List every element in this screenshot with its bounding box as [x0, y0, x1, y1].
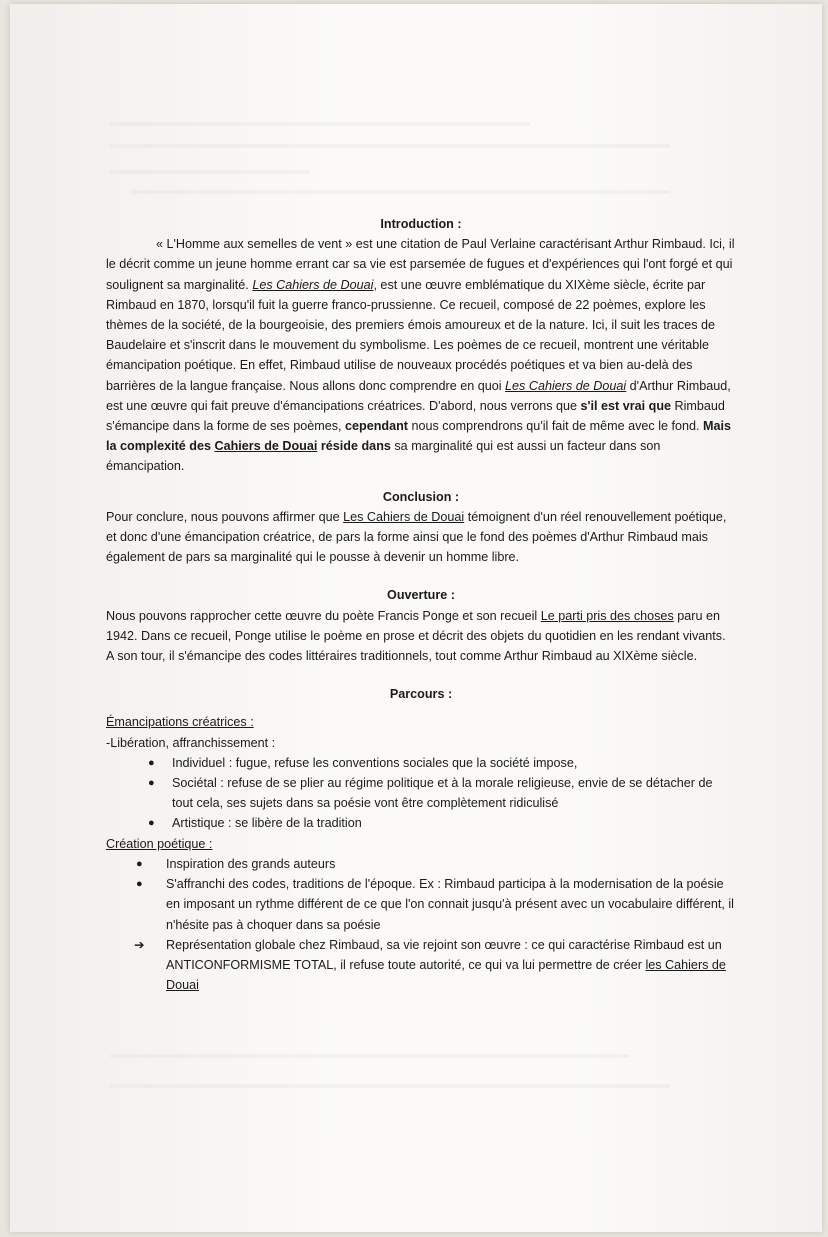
show-through-line	[110, 170, 310, 174]
parcours-title: Parcours :	[389, 687, 453, 702]
work-title: Cahiers de Douai	[214, 439, 318, 454]
bullet-icon: ●	[148, 756, 155, 769]
work-title: les Cahiers de Douai	[166, 957, 726, 993]
work-title: Les Cahiers de Douai	[252, 277, 374, 292]
text-run: Nous pouvons rapprocher cette œuvre du poète Francis Ponge et son recueil	[106, 608, 541, 623]
work-title: Les Cahiers de Douai	[505, 378, 627, 393]
conclusion-paragraph	[106, 507, 736, 568]
list-item-text: S'affranchi des codes, traditions de l'époque. Ex : Rimbaud participa à la modernisation de la poésie en imposant un rythme différent de ce que l'on connait jusqu'à présent avec un vocabulaire différent, il n'hésite pas à choquer dans sa poésie	[166, 877, 734, 932]
text-run: Rimbaud s'émancipe dans la forme de ses poèmes,	[106, 398, 725, 434]
conclusion-title: Conclusion :	[382, 489, 460, 504]
parcours-subheading-liberation: -Libération, affranchissement :	[106, 735, 276, 750]
text-run: , est une œuvre emblématique du XIXème siècle, écrite par Rimbaud en 1870, lorsqu'il fuit la guerre franco-prussienne. Ce recueil, composé de 22 poèmes, explore les thèmes de la société, de la bourgeoisie, des premiers émois amoureux et de la nature. Ici, il suit les traces de Baudelaire et s'inscrit dans le mouvement du symbolisme. Les poèmes de ce recueil, montrent une véritable émancipation poétique. En effet, Rimbaud utilise de nouveaux procédés poétiques et va bien au-delà des barrières de la langue française. Nous allons donc comprendre en quoi	[106, 277, 716, 393]
text-run: « L'Homme aux semelles de vent » est une citation de Paul Verlaine caractérisant Arthur Rimbaud. Ici, il le décrit comme un jeune homme errant car sa vie est parsemée de fugues et d'expériences qui l'ont forgé et qui soulignent sa marginalité.	[106, 237, 735, 292]
ouverture-title: Ouverture :	[387, 588, 455, 603]
bold-connector: réside dans	[317, 439, 391, 454]
text-run: paru en 1942. Dans ce recueil, Ponge utilise le poème en prose et décrit des objets du quotidien en les rendant vivants. A son tour, il s'émancipe des codes littéraires traditionnels, tout comme Arthur Rimbaud au XIXème siècle.	[106, 608, 726, 664]
text-run: témoignent d'un réel renouvellement poétique, et donc d'une émancipation créatrice, de pars la forme ainsi que le fond des poèmes d'Arthur Rimbaud mais également de pars sa marginalité qui le pousse à devenir un homme libre.	[106, 509, 727, 565]
show-through-line	[130, 190, 670, 194]
list-item-text: Artistique : se libère de la tradition	[172, 816, 362, 831]
list-item-text: Inspiration des grands auteurs	[166, 856, 336, 871]
arrow-item	[106, 935, 736, 996]
list-item-text: Sociétal : refuse de se plier au régime politique et à la morale religieuse, envie de se détacher de tout cela, ses sujets dans sa poésie vont être complètement ridiculisé	[172, 776, 713, 811]
text-run: sa marginalité qui est aussi un facteur dans son émancipation.	[106, 439, 661, 474]
list-item	[106, 854, 736, 874]
parcours-heading-creation: Création poétique :	[106, 836, 213, 851]
list-item	[106, 874, 736, 935]
bullet-icon: ●	[136, 857, 143, 870]
creation-list	[106, 854, 736, 995]
text-run: nous comprendrons qu'il fait de même avec le fond.	[408, 419, 704, 434]
text-run: Pour conclure, nous pouvons affirmer que	[106, 509, 344, 524]
document-body	[106, 214, 736, 995]
paper-sheet	[10, 4, 822, 1232]
show-through-line	[110, 122, 530, 126]
list-item-text: Représentation globale chez Rimbaud, sa vie rejoint son œuvre : ce qui caractérise Rimbaud est un ANTICONFORMISME TOTAL, il refuse toute autorité, ce qui va lui permettre de créer	[166, 937, 722, 972]
text-run: d'Arthur Rimbaud, est une œuvre qui fait preuve d'émancipations créatrices. D'abord, nous verrons que	[106, 378, 731, 413]
show-through-line	[110, 1054, 630, 1058]
list-item	[106, 773, 736, 813]
list-item	[106, 813, 736, 833]
introduction-title: Introduction :	[380, 217, 462, 231]
list-item-text: Individuel : fugue, refuse les conventions sociales que la société impose,	[172, 755, 578, 770]
show-through-line	[110, 1084, 670, 1088]
bold-connector: Mais la complexité des	[106, 419, 732, 454]
bullet-icon: ●	[148, 817, 155, 830]
introduction-paragraph	[106, 234, 736, 476]
bold-connector: s'il est vrai que	[580, 398, 672, 413]
ouverture-paragraph	[106, 606, 736, 667]
bullet-icon: ●	[148, 777, 155, 790]
bold-connector: cependant	[345, 419, 408, 434]
work-title: Les Cahiers de Douai	[343, 509, 465, 524]
show-through-line	[110, 144, 670, 148]
arrow-right-icon: ➔	[134, 937, 145, 952]
work-title: Le parti pris des choses	[540, 608, 674, 623]
parcours-heading-emancipations: Émancipations créatrices :	[106, 715, 254, 730]
list-item	[106, 753, 736, 773]
bullet-icon: ●	[136, 878, 143, 891]
liberation-list	[106, 753, 736, 834]
